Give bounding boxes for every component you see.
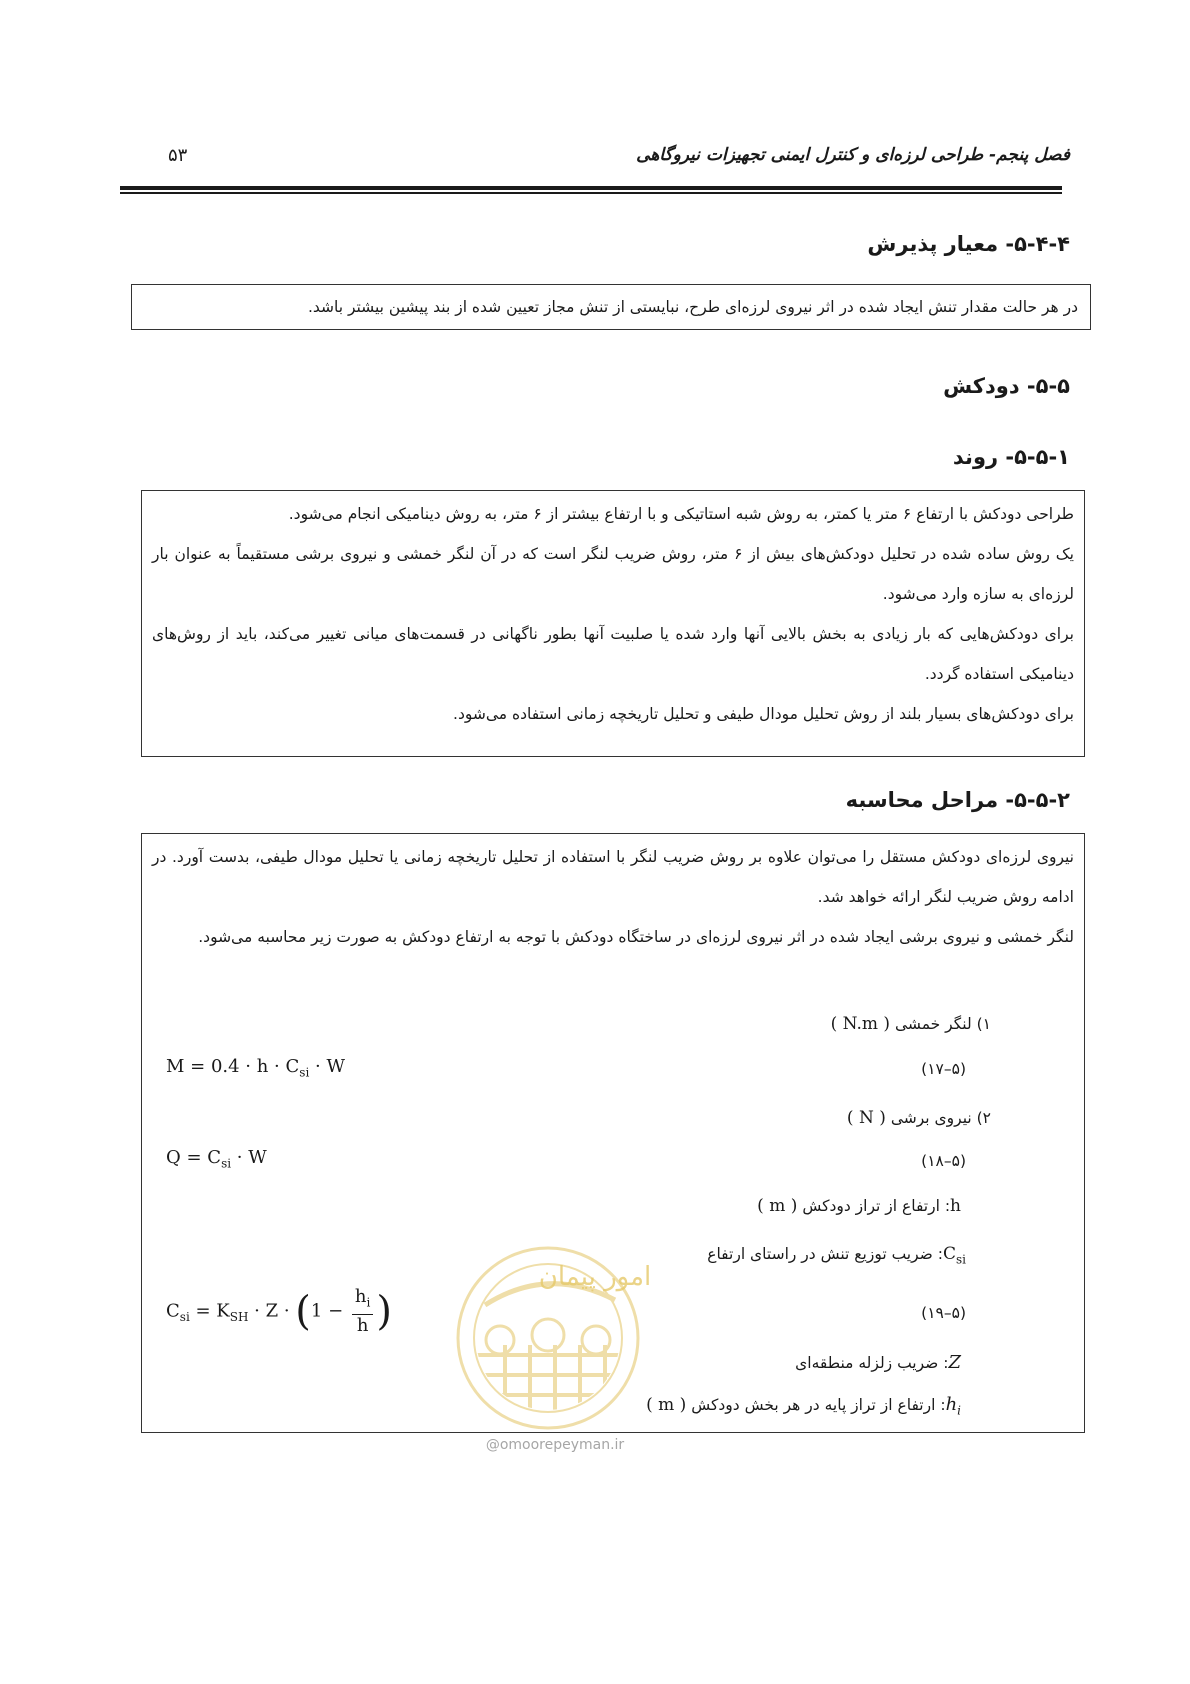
procedure-box <box>141 490 1085 757</box>
shear-force-text: ۲) نیروی برشی <box>890 1109 991 1127</box>
procedure-paragraph-3: برای دودکش‌هایی که بار زیادی به بخش بالایی آنها وارد شده یا صلبیت آنها بطور ناگهانی در قسمت‌های میانی تغییر می‌کند، باید از روش‌های دینامیکی استفاده گردد. <box>152 625 1074 683</box>
equation-number-5-17: (۵–۱۷) <box>921 1060 966 1078</box>
definition-csi: $C_{si}$: ضریب توزیع تنش در راستای ارتفاع <box>707 1244 966 1267</box>
equation-5-19: $C_{si} = K_{SH} \cdot Z \cdot (1$ − $\frac{h_i}{h}$ ) <box>166 1286 392 1336</box>
chapter-title: فصل پنجم- طراحی لرزه‌ای و کنترل ایمنی تجهیزات نیروگاهی <box>636 145 1070 165</box>
watermark-url: @omoorepeyman.ir <box>485 1437 625 1453</box>
calculation-paragraph-1: نیروی لرزه‌ای دودکش مستقل را می‌توان علاوه بر روش ضریب لنگر با استفاده از تحلیل تاریخچه زمانی یا تحلیل مودال طیفی، بدست آورد. در ادامه روش ضریب لنگر ارائه خواهد شد. <box>152 848 1074 906</box>
procedure-paragraph-1: طراحی دودکش با ارتفاع ۶ متر یا کمتر، به روش شبه استاتیکی و با ارتفاع بیشتر از ۶ متر، به روش دینامیکی انجام می‌شود. <box>288 505 1074 523</box>
definition-h: h: ارتفاع از تراز دودکش ( m ) <box>757 1196 961 1216</box>
procedure-paragraph-2: یک روش ساده شده در تحلیل دودکش‌های بیش از ۶ متر، روش ضریب لنگر است که در آن لنگر خمشی و نیروی برشی مستقیماً به عنوان بار لرزه‌ای به سازه وارد می‌شود. <box>152 545 1074 603</box>
acceptance-criteria-box <box>131 284 1091 330</box>
equation-number-5-19: (۵–۱۹) <box>921 1304 966 1322</box>
watermark-logo-text: امور پیمان <box>538 1262 652 1292</box>
shear-force-label <box>847 1108 991 1128</box>
bending-moment-unit: ( N.m ) <box>830 1014 891 1034</box>
header-rule-thick <box>120 186 1062 190</box>
definition-z: Z: ضریب زلزله منطقه‌ای <box>795 1352 961 1373</box>
section-heading-5-5: ۵-۵- دودکش <box>943 374 1070 398</box>
shear-force-unit: ( N ) <box>846 1108 886 1128</box>
bending-moment-label <box>831 1014 991 1034</box>
procedure-paragraph-4: برای دودکش‌های بسیار بلند از روش تحلیل مودال طیفی و تحلیل تاریخچه زمانی استفاده می‌شود. <box>453 705 1074 723</box>
equation-number-5-18: (۵–۱۸) <box>921 1152 966 1170</box>
definition-hi: $h_i$: ارتفاع از تراز پایه در هر بخش دودکش ( m ) <box>646 1394 961 1418</box>
bending-moment-text: ۱) لنگر خمشی <box>894 1015 991 1033</box>
page-number: ۵۳ <box>168 145 188 166</box>
equation-5-17: $M = 0.4 \cdot h \cdot C_{si} \cdot W$ <box>166 1056 345 1080</box>
acceptance-criteria-text: در هر حالت مقدار تنش ایجاد شده در اثر نیروی لرزه‌ای طرح، نبایستی از تنش مجاز تعیین شده از بند پیشین بیشتر باشد. <box>307 298 1078 316</box>
calculation-paragraph-2: لنگر خمشی و نیروی برشی ایجاد شده در اثر نیروی لرزه‌ای در ساختگاه دودکش با توجه به ارتفاع دودکش به صورت زیر محاسبه می‌شود. <box>198 928 1074 946</box>
section-heading-5-5-2: ۵-۵-۲- مراحل محاسبه <box>845 788 1070 812</box>
equation-5-18: $Q = C_{si} \cdot W$ <box>166 1147 267 1171</box>
header-rule-thin <box>120 192 1062 194</box>
section-heading-5-4-4: ۵-۴-۴- معیار پذیرش <box>867 232 1070 256</box>
section-heading-5-5-1: ۵-۵-۱- روند <box>952 445 1070 469</box>
